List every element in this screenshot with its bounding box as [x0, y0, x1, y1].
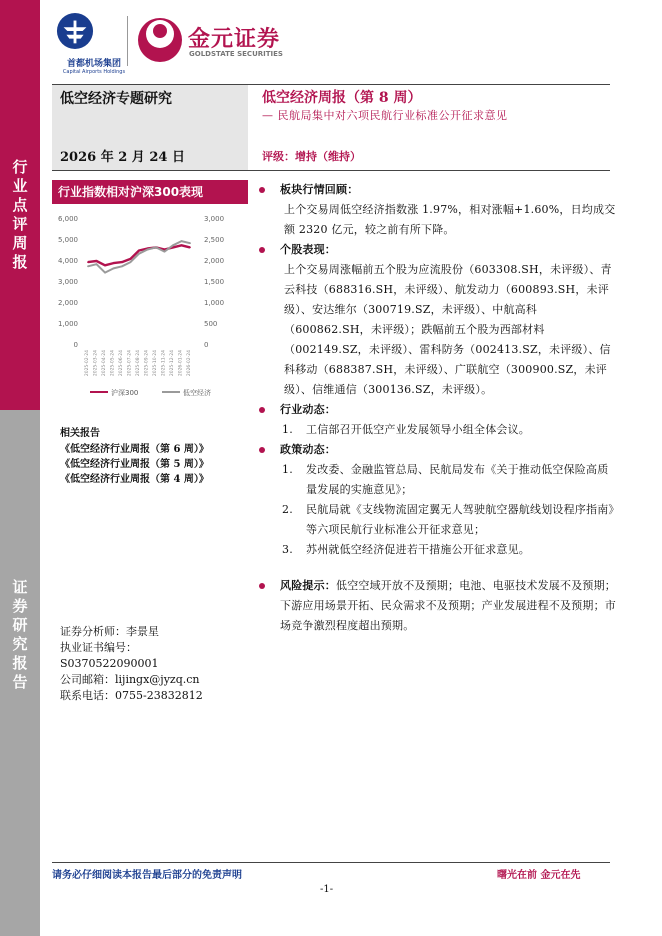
capital-airports-logo: [56, 12, 132, 75]
x-axis-tick-label: 2025-03-24: [93, 350, 99, 377]
x-axis-tick-label: 2025-05-24: [110, 350, 116, 377]
x-axis-tick-label: 2025-02-24: [85, 350, 90, 377]
x-axis-tick-label: 2025-04-24: [102, 350, 107, 377]
bullet-icon: [259, 407, 265, 413]
policy-news-section: [258, 440, 618, 560]
sidebar-report-category: 证券研究报告: [12, 578, 28, 691]
footer-slogan: 曙光在前 金元在先: [497, 870, 581, 881]
report-title: 低空经济周报（第 8 周）: [262, 90, 422, 106]
left-axis-tick-label: 5,000: [57, 236, 78, 244]
policy-news-item: [280, 460, 618, 500]
report-body: [258, 180, 618, 636]
left-sidebar: [0, 0, 40, 936]
left-axis-tick-label: 1,000: [57, 320, 78, 328]
series-point: [138, 253, 140, 255]
industry-news-heading: 行业动态：: [280, 403, 336, 416]
series-point: [113, 262, 115, 264]
performance-chart: [52, 180, 248, 405]
chart-title: 行业指数相对沪深300表现: [52, 180, 248, 204]
x-axis-tick-label: 2025-08-24: [136, 350, 141, 377]
right-axis-tick-label: 3,000: [204, 215, 225, 223]
series-point: [104, 264, 106, 266]
series-point: [138, 250, 140, 252]
policy-news-text: 民航局就《支线物流固定翼无人驾驶航空器航线划设程序指南》等六项民航行业标准公开征求意见；: [306, 503, 615, 536]
capital-airports-emblem-icon: [56, 12, 94, 50]
risk-heading: 风险提示：: [280, 579, 336, 592]
policy-news-text: 发改委、金融监管总局、民航局发布《关于推动低空保险高质量发展的实施意见》；: [306, 463, 609, 496]
analyst-info: [60, 624, 203, 704]
analyst-phone: 联系电话：0755-23832812: [60, 689, 203, 702]
series-point: [130, 261, 132, 263]
capital-airports-name: 首都机场集团: [66, 59, 121, 69]
left-axis-tick-label: 0: [73, 341, 78, 349]
series-point: [164, 251, 166, 253]
policy-news-heading: 政策动态：: [280, 443, 336, 456]
legend-label: 沪深300: [111, 389, 139, 397]
series-point: [172, 244, 174, 246]
industry-news-section: [258, 400, 618, 440]
right-axis-tick-label: 1,000: [204, 299, 225, 307]
bullet-icon: [259, 187, 265, 193]
series-point: [113, 268, 115, 270]
footer-rule: [52, 862, 610, 863]
stock-performance-section: [258, 240, 618, 400]
related-report-item[interactable]: 《低空经济行业周报（第 5 周）》: [60, 459, 209, 470]
left-axis-tick-label: 3,000: [57, 278, 78, 286]
risk-section: [258, 576, 618, 636]
x-axis-tick-label: 2025-12-24: [170, 350, 175, 377]
bullet-icon: [259, 447, 265, 453]
series-point: [87, 265, 89, 267]
x-axis-tick-label: 2025-10-24: [153, 350, 158, 377]
logo-divider: [127, 16, 128, 66]
series-point: [121, 261, 123, 263]
series-point: [130, 258, 132, 260]
industry-news-item: [280, 420, 618, 440]
series-point: [189, 242, 191, 244]
chart-canvas: [52, 208, 248, 403]
series-point: [96, 263, 98, 265]
related-report-item[interactable]: 《低空经济行业周报（第 4 周）》: [60, 474, 209, 485]
x-axis-tick-label: 2026-01-24: [178, 350, 184, 377]
related-reports-title: 相关报告: [60, 428, 100, 439]
series-point: [181, 244, 183, 246]
analyst-name: 证券分析师：李景星: [60, 625, 159, 638]
policy-news-item: [280, 540, 618, 560]
market-review-section: [258, 180, 618, 240]
risk-paragraph: [280, 576, 618, 636]
right-axis-tick-label: 2,000: [204, 257, 225, 265]
goldstate-logo: [136, 16, 296, 66]
left-axis-tick-label: 2,000: [57, 299, 78, 307]
left-axis-tick-label: 4,000: [57, 257, 78, 265]
left-axis-tick-label: 6,000: [57, 215, 78, 223]
analyst-email[interactable]: 公司邮箱：lijingx@jyzq.cn: [60, 673, 200, 686]
industry-news-text: 工信部召开低空产业发展领导小组全体会议。: [306, 423, 530, 436]
series-point: [121, 265, 123, 267]
rating: 评级：增持（维持）: [262, 150, 361, 163]
right-axis-tick-label: 2,500: [204, 236, 225, 244]
goldstate-name: 金元证券: [188, 27, 281, 52]
header-top-rule: [52, 84, 610, 85]
capital-airports-english: Capital Airports Holdings: [62, 69, 126, 75]
series-point: [181, 240, 183, 242]
series-line-沪深300: [88, 245, 190, 265]
item-number: 1.: [282, 423, 293, 436]
header-bottom-rule: [52, 170, 610, 171]
x-axis-tick-label: 2025-09-24: [144, 350, 150, 377]
related-report-item[interactable]: 《低空经济行业周报（第 6 周）》: [60, 444, 209, 455]
bullet-icon: [259, 583, 265, 589]
right-axis-tick-label: 1,500: [204, 278, 225, 286]
report-date: 2026 年 2 月 24 日: [60, 150, 185, 165]
sidebar-report-type: 行业点评周报: [12, 158, 28, 271]
right-axis-tick-label: 500: [204, 320, 218, 328]
series-name: 低空经济专题研究: [60, 91, 172, 107]
item-number: 1.: [282, 463, 293, 476]
analyst-cert-label: 执业证书编号：: [60, 641, 137, 654]
analyst-cert-number: S0370522090001: [60, 657, 159, 670]
page-number: -1-: [320, 884, 334, 895]
risk-text: 低空空域开放不及预期；电池、电驱技术发展不及预期；下游应用场景开拓、民众需求不及预期；产业发展进程不及预期；市场竞争激烈程度超出预期。: [280, 579, 616, 632]
stock-performance-heading: 个股表现：: [280, 243, 336, 256]
policy-news-item: [280, 500, 618, 540]
x-axis-tick-label: 2025-06-24: [119, 350, 124, 377]
goldstate-emblem-icon: [136, 16, 184, 64]
item-number: 3.: [282, 543, 293, 556]
series-point: [104, 272, 106, 274]
item-number: 2.: [282, 503, 293, 516]
market-review-text: 上个交易周低空经济指数涨 1.97%，相对涨幅+1.60%，日均成交额 2320 亿元，较之前有所下降。: [284, 203, 616, 236]
legend-label: 低空经济: [183, 389, 211, 397]
right-axis-tick-label: 0: [204, 341, 209, 349]
series-point: [147, 249, 149, 251]
series-point: [189, 247, 191, 249]
x-axis-tick-label: 2026-02-24: [187, 350, 192, 377]
series-point: [96, 260, 98, 262]
policy-news-text: 苏州就低空经济促进若干措施公开征求意见。: [306, 543, 530, 556]
footer-disclaimer: 请务必仔细阅读本报告最后部分的免责声明: [52, 870, 242, 881]
stock-performance-text: 上个交易周涨幅前五个股为应流股份（603308.SH，未评级）、青云科技（688316.SH，未评级）、航发动力（600893.SH，未评级）、安达维尔（300719.SZ，未评级）、中航高科（600862.SH，未评级）；跌幅前五个股为西部材料（002149.SZ，未评级）、雷科防务（002413.SZ，未评级）、信科移动（688387.SH，未评级）、广联航空（300900.SZ，未评级）、信维通信（300136.SZ，未评级）。: [284, 263, 612, 396]
series-point: [155, 247, 157, 249]
market-review-heading: 板块行情回顾：: [280, 183, 359, 196]
x-axis-tick-label: 2025-11-24: [161, 350, 167, 377]
series-point: [87, 261, 89, 263]
goldstate-english: GOLDSTATE SECURITIES: [189, 50, 283, 58]
related-reports: [60, 426, 209, 487]
x-axis-tick-label: 2025-07-24: [127, 350, 133, 377]
report-subtitle: — 民航局集中对六项民航行业标准公开征求意见: [262, 109, 508, 122]
bullet-icon: [259, 247, 265, 253]
